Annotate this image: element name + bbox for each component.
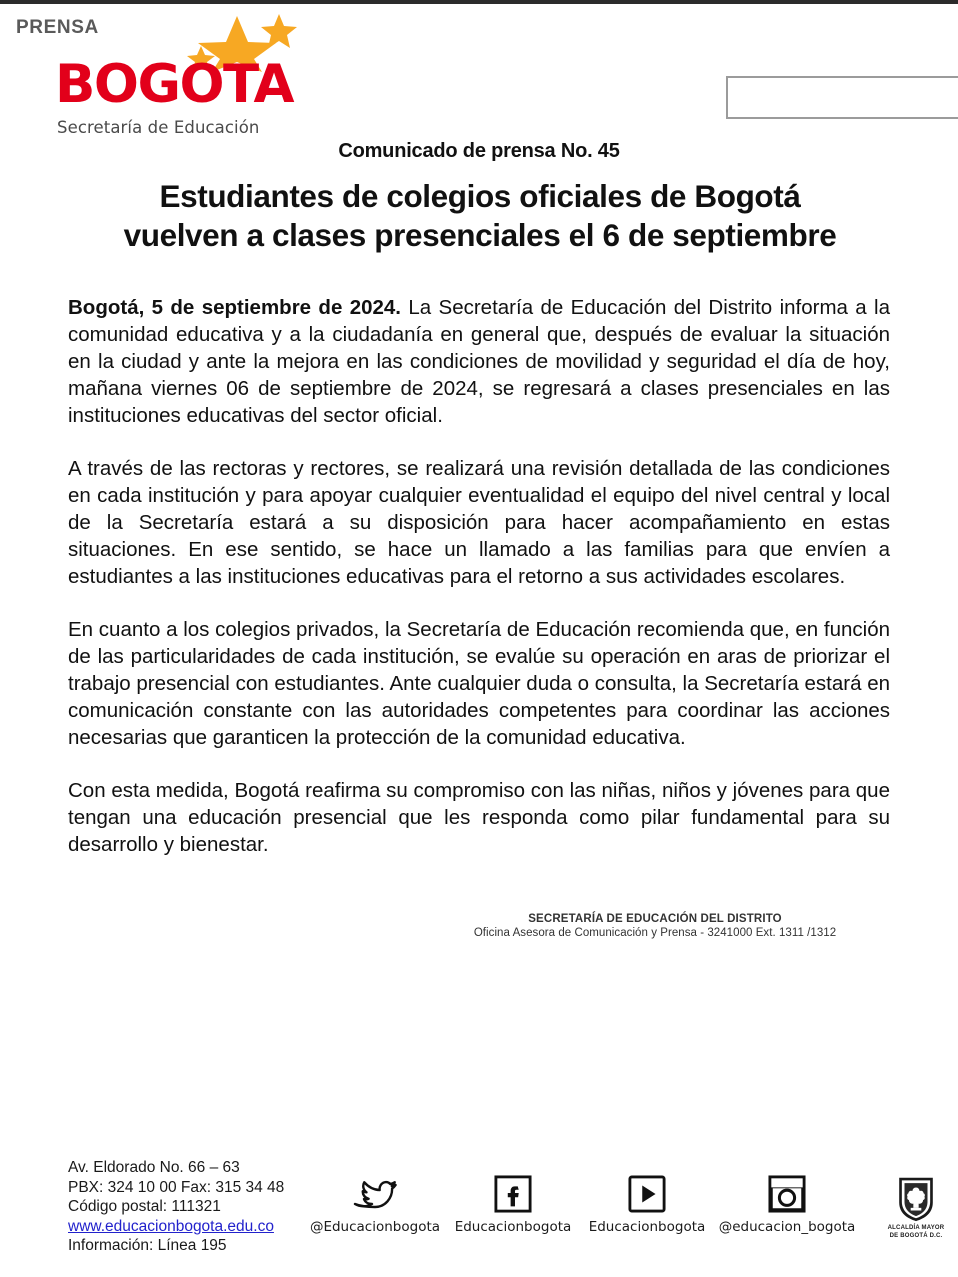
paragraph-4: Con esta medida, Bogotá reafirma su compromiso con las niñas, niños y jóvenes para que tengan una educación presencial que les responda como pilar fundamental para su desarrollo y bienestar.: [68, 779, 890, 856]
top-rule: [0, 0, 958, 4]
social-handle: Educacionbogota: [588, 1219, 706, 1235]
signature-block: [420, 912, 890, 940]
document-body: [68, 294, 890, 858]
dateline: Bogotá, 5 de septiembre de 2024.: [68, 296, 402, 319]
alcaldia-label-line-2: DE BOGOTÁ D.C.: [889, 1232, 943, 1239]
document-footer: [0, 1150, 958, 1270]
paragraph-1: [68, 294, 890, 429]
signature-contact: Oficina Asesora de Comunicación y Prensa - 3241000 Ext. 1311 /1312: [473, 927, 837, 939]
youtube-play-icon: [572, 1174, 722, 1214]
headline-line-1: Estudiantes de colegios oficiales de Bogotá: [159, 178, 801, 214]
prensa-label: PRENSA: [16, 17, 99, 38]
signature-office: SECRETARÍA DE EDUCACIÓN DEL DISTRITO: [528, 913, 782, 925]
social-handle: @Educacionbogota: [309, 1219, 441, 1235]
paragraph-1-text: La Secretaría de Educación del Distrito informa a la comunidad educativa y a la ciudadanía en general que, después de evaluar la situación en la ciudad y ante la mejora en las condiciones de movilidad y seguridad el día de hoy, mañana viernes 06 de septiembre de 2024, se regresará a clases presenciales en las instituciones educativas del sector oficial.: [68, 296, 890, 427]
logo-wordmark: BOGOTA: [55, 54, 294, 115]
paragraph-3: En cuanto a los colegios privados, la Secretaría de Educación recomienda que, en función de las particularidades de cada institución, se evalúe su operación en aras de priorizar el trabajo presencial con estudiantes. Ante cualquier duda o consulta, la Secretaría estará en comunicación constante con las autoridades competentes para coordinar las acciones necesarias que garanticen la protección de la comunidad educativa.: [68, 618, 890, 749]
footer-contact-block: [68, 1158, 284, 1256]
facebook-icon: [438, 1174, 588, 1214]
social-link-instagram[interactable]: [712, 1174, 862, 1235]
alcaldia-mayor-logo: [878, 1176, 954, 1240]
comunicado-number: Comunicado de prensa No. 45: [338, 140, 620, 162]
page-title: [60, 177, 900, 255]
instagram-icon: [712, 1174, 862, 1214]
document-header: [0, 8, 958, 136]
footer-address: Av. Eldorado No. 66 – 63: [68, 1159, 240, 1176]
social-links-row: [300, 1174, 900, 1264]
alcaldia-label: [878, 1225, 954, 1240]
prensa-box: [726, 76, 958, 119]
social-link-facebook[interactable]: [438, 1174, 588, 1235]
twitter-bird-icon: [300, 1174, 450, 1214]
footer-phone: PBX: 324 10 00 Fax: 315 34 48: [68, 1178, 285, 1196]
social-handle: @educacion_bogota: [718, 1219, 856, 1235]
footer-website-link[interactable]: www.educacionbogota.edu.co: [68, 1217, 274, 1235]
headline-line-2: vuelven a clases presenciales el 6 de septiembre: [123, 217, 837, 253]
alcaldia-label-line-1: ALCALDÍA MAYOR: [887, 1225, 945, 1231]
paragraph-2: A través de las rectoras y rectores, se realizará una revisión detallada de las condiciones en cada institución y para apoyar cualquier eventualidad el equipo del nivel central y local de la Secretaría estará a su disposición para hacer acompañamiento en estas situaciones. En ese sentido, se hace un llamado a las familias para que envíen a estudiantes a las instituciones educativas para el retorno a sus actividades escolares.: [68, 457, 890, 588]
social-handle: Educacionbogota: [454, 1219, 572, 1235]
footer-postal-code: Código postal: 111321: [68, 1198, 221, 1215]
social-link-youtube[interactable]: [572, 1174, 722, 1235]
footer-info-line: Información: Línea 195: [68, 1237, 227, 1254]
bogota-coat-of-arms-icon: [878, 1176, 954, 1222]
logo-subtitle: Secretaría de Educación: [57, 118, 260, 137]
social-link-twitter[interactable]: [300, 1174, 450, 1235]
